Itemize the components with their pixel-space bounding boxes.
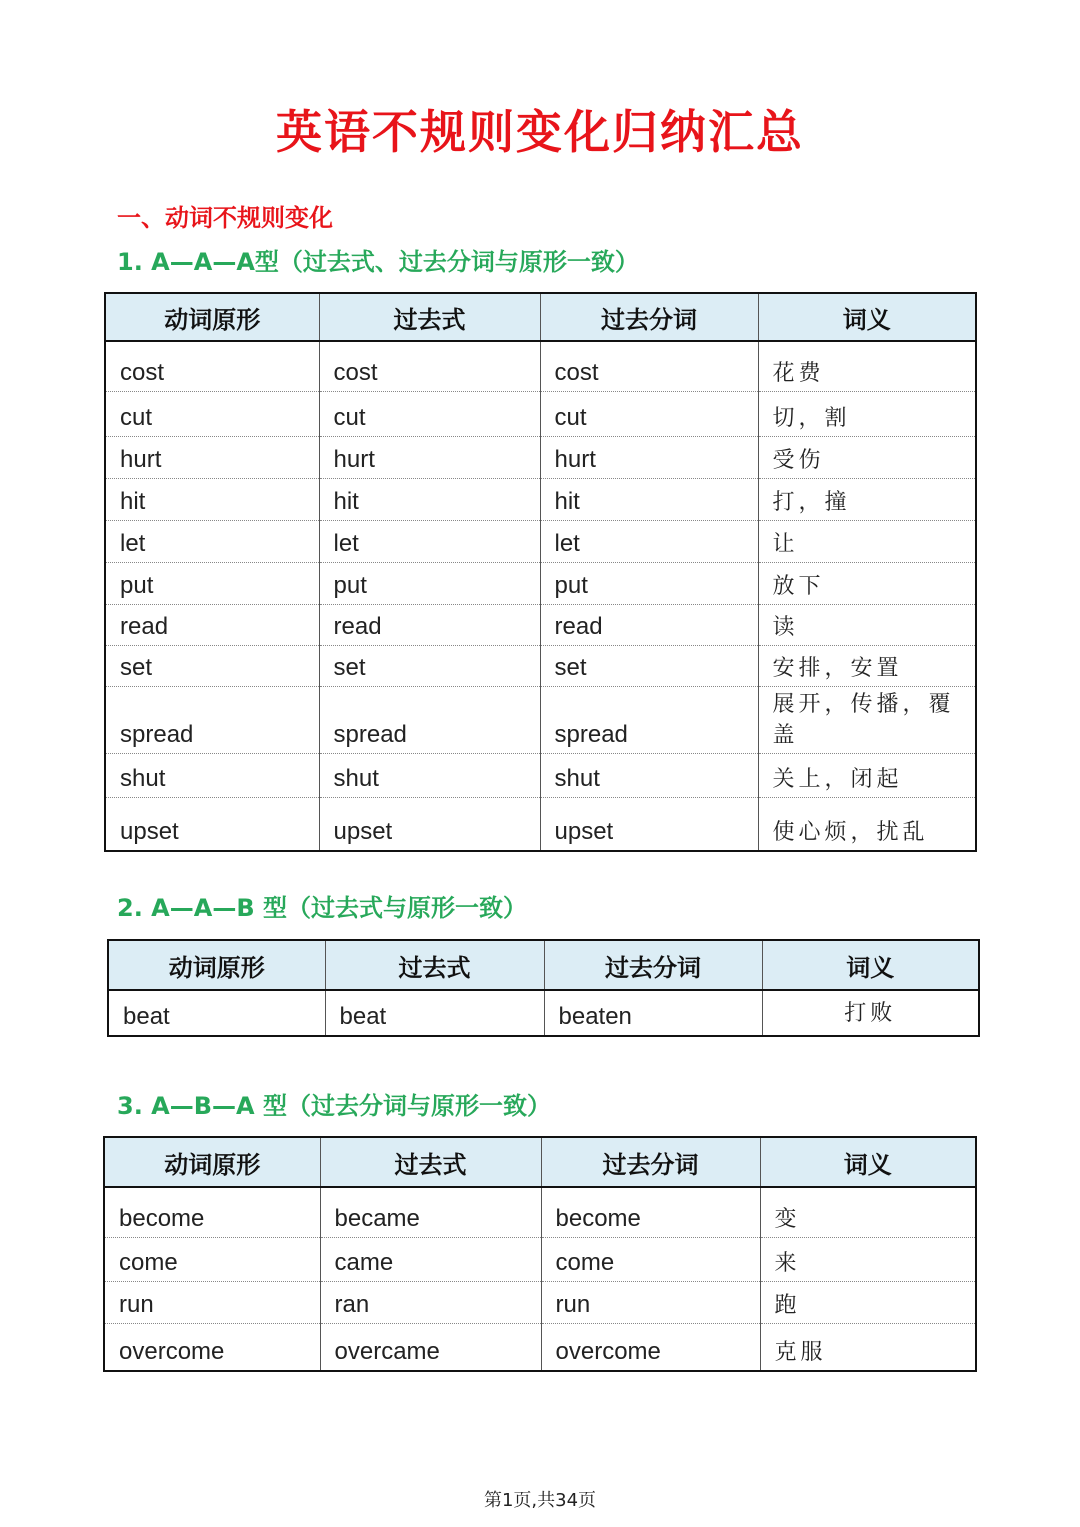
cell-past-tense: overcame: [320, 1323, 541, 1371]
cell-past-tense: hit: [319, 478, 540, 520]
column-header-meaning: 词义: [758, 293, 976, 341]
cell-past-participle: become: [541, 1187, 760, 1237]
cell-meaning: 跑: [760, 1281, 976, 1323]
column-header-past-tense: 过去式: [320, 1137, 541, 1187]
cell-meaning: 受伤: [758, 436, 976, 478]
table-row: [108, 990, 979, 1036]
cell-verb-base: hurt: [105, 436, 319, 478]
cell-meaning: 花费: [758, 341, 976, 391]
page-footer: 第1页,共34页: [483, 1490, 597, 1511]
cell-meaning: 读: [758, 604, 976, 645]
cell-verb-base: upset: [120, 818, 179, 845]
cell-verb-base: become: [104, 1187, 320, 1237]
cell-past-tense: came: [320, 1237, 541, 1281]
table-row: [105, 436, 976, 478]
cell-past-participle: spread: [540, 686, 758, 753]
table-row: [104, 1237, 976, 1281]
section-heading-verbs: 一、动词不规则变化: [117, 204, 333, 232]
cell-meaning: 让: [758, 520, 976, 562]
page-title: 英语不规则变化归纳汇总: [276, 105, 804, 159]
cell-past-tense: set: [319, 645, 540, 686]
cell-past-participle: run: [541, 1281, 760, 1323]
cell-verb-base: hit: [105, 478, 319, 520]
cell-meaning: 展开，传播，覆盖: [758, 686, 976, 753]
table-row: [104, 1187, 976, 1237]
cell-past-participle: cut: [540, 391, 758, 436]
cell-past-participle: set: [540, 645, 758, 686]
cell-verb-base: run: [104, 1281, 320, 1323]
cell-verb-base: beat: [123, 1003, 170, 1030]
cell-past-tense: spread: [319, 686, 540, 753]
table-row: [105, 562, 976, 604]
cell-past-tense: became: [320, 1187, 541, 1237]
cell-verb-base: overcome: [119, 1338, 225, 1365]
column-header-past-participle: 过去分词: [544, 940, 762, 990]
cell-past-tense: shut: [319, 753, 540, 797]
cell-past-participle: shut: [540, 753, 758, 797]
cell-past-tense: cost: [319, 341, 540, 391]
cell-verb-base: let: [105, 520, 319, 562]
cell-meaning: 放下: [758, 562, 976, 604]
cell-past-tense: cut: [319, 391, 540, 436]
cell-meaning: 打，撞: [758, 478, 976, 520]
cell-past-participle: let: [540, 520, 758, 562]
cell-verb-base: set: [105, 645, 319, 686]
cell-past-participle: upset: [540, 797, 758, 851]
table1-heading: 1. A—A—A型（过去式、过去分词与原形一致）: [117, 248, 639, 276]
cell-past-participle: put: [540, 562, 758, 604]
table-row: [105, 797, 976, 851]
cell-meaning: 克服: [760, 1323, 976, 1371]
column-header-verb-base: 动词原形: [105, 293, 319, 341]
table-aaa: [104, 292, 977, 852]
column-header-past-tense: 过去式: [319, 293, 540, 341]
cell-meaning: 来: [760, 1237, 976, 1281]
header-row: [105, 293, 976, 341]
cell-past-participle: beaten: [544, 990, 762, 1036]
cell-past-participle: read: [540, 604, 758, 645]
cell-verb-base: put: [105, 562, 319, 604]
cell-verb-base: cost: [105, 341, 319, 391]
table-row: [105, 753, 976, 797]
table-row: [105, 686, 976, 753]
table-row: [105, 478, 976, 520]
cell-past-tense: beat: [325, 990, 544, 1036]
cell-meaning: 使心烦，扰乱: [758, 797, 976, 851]
cell-meaning: 变: [760, 1187, 976, 1237]
cell-verb-base: come: [104, 1237, 320, 1281]
column-header-meaning: 词义: [762, 940, 979, 990]
table-row: [105, 604, 976, 645]
cell-past-participle: overcome: [541, 1323, 760, 1371]
table2-heading: 2. A—A—B 型（过去式与原形一致）: [117, 894, 527, 922]
cell-meaning: 打败: [762, 990, 979, 1036]
header-row: [104, 1137, 976, 1187]
table-aba: [103, 1136, 977, 1372]
cell-past-tense: read: [319, 604, 540, 645]
table3-heading: 3. A—B—A 型（过去分词与原形一致）: [117, 1092, 551, 1120]
cell-meaning: 关上，闭起: [758, 753, 976, 797]
cell-past-participle: hit: [540, 478, 758, 520]
column-header-past-participle: 过去分词: [540, 293, 758, 341]
column-header-past-participle: 过去分词: [541, 1137, 760, 1187]
table-row: [105, 391, 976, 436]
table-row: [104, 1281, 976, 1323]
header-row: [108, 940, 979, 990]
table-row: [105, 341, 976, 391]
cell-past-tense: hurt: [319, 436, 540, 478]
cell-past-participle: cost: [540, 341, 758, 391]
cell-verb-base: spread: [105, 686, 319, 753]
table-row: [105, 645, 976, 686]
column-header-verb-base: 动词原形: [108, 940, 325, 990]
cell-verb-base: read: [105, 604, 319, 645]
cell-past-tense: let: [319, 520, 540, 562]
column-header-verb-base: 动词原形: [104, 1137, 320, 1187]
column-header-meaning: 词义: [760, 1137, 976, 1187]
cell-past-participle: come: [541, 1237, 760, 1281]
column-header-past-tense: 过去式: [325, 940, 544, 990]
cell-meaning: 切，割: [758, 391, 976, 436]
cell-verb-base: shut: [105, 753, 319, 797]
cell-meaning: 安排，安置: [758, 645, 976, 686]
cell-past-tense: put: [319, 562, 540, 604]
table-row: [105, 520, 976, 562]
cell-verb-base: cut: [105, 391, 319, 436]
cell-past-tense: upset: [319, 797, 540, 851]
table-aab: [107, 939, 980, 1037]
cell-past-participle: hurt: [540, 436, 758, 478]
cell-past-tense: ran: [320, 1281, 541, 1323]
table-row: [104, 1323, 976, 1371]
